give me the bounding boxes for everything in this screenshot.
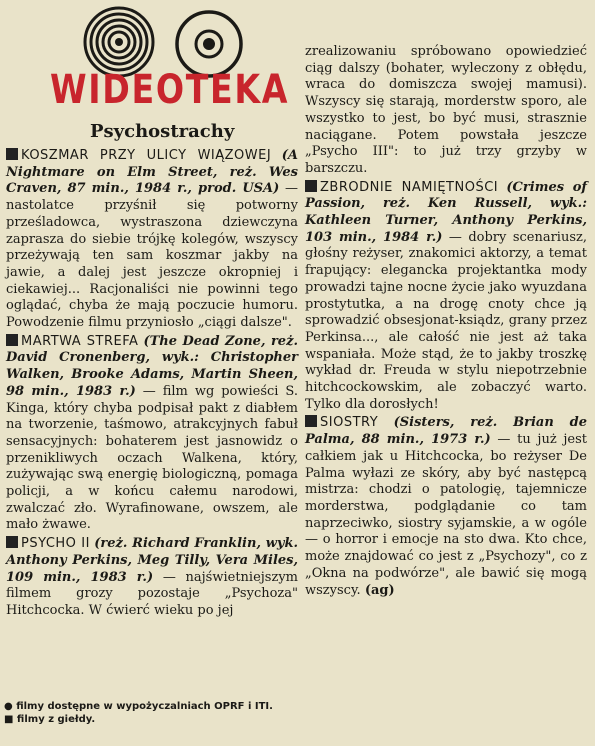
- review-psycho-ii: [6, 536, 298, 620]
- review-body: — dobry scenariusz, głośny reżyser, znakomici aktorzy, a temat frapujący: elegancka projektantka mody prowadzi tajne nocne życie jako wyuzdana prostytutka, a na drogę cnoty chce ją sprowadzić obsesjonat-ksiądz, grany przez Perkinsa..., ale całość nie jest aż taka wspaniała. Może stąd, że to jakby troszkę wykład dr. Freuda w stylu niepotrzebnie hitchcockowskim, ale zobaczyć warto. Tylko dla dorosłych!: [305, 229, 587, 412]
- footer-legend-rental: ● filmy dostępne w wypożyczalniach OPRF i ITI.: [4, 701, 273, 712]
- review-title: ZBRODNIE NAMIĘTNOŚCI: [320, 179, 499, 195]
- square-bullet-icon: [6, 536, 18, 548]
- review-body: — nastolatce przyśnił się potworny prześladowca, wystraszona dziewczyna zaprasza do siebie trójkę kolegów, wszyscy przeżywają ten sam koszmar jakby na jawie, a dalej jest jeszcze okropniej i ciekawiej... Racjonaliści nie powinni tego oglądać, chyba że mają poczucie humoru. Powodzenie filmu przyniosło „ciągi dalsze".: [6, 181, 298, 331]
- footer-legend-exchange: ■ filmy z giełdy.: [4, 714, 96, 725]
- review-credits: (Crimes of Passion, reż. Ken Russell, wyk.: Kathleen Turner, Anthony Perkins, 103 min., 1984 r.): [305, 179, 587, 245]
- review-title: MARTWA STREFA: [21, 333, 139, 349]
- review-zbrodnie: [305, 180, 587, 414]
- right-column-text: [305, 44, 587, 599]
- review-body: — tu już jest całkiem jak u Hitchcocka, bo reżyser De Palma wyłazi ze skóry, aby być następcą mistrza: chodzi o patologię, tajemnicze morderstwa, podglądanie co tam naprzeciwko, siostry syjamskie, a w ogóle — o horror i emocje na sto dwa. Kto chce, może znajdować co jest z „Psychozy", co z „Okna na podwórze", ale bawić się mogą wszyscy.: [305, 432, 587, 598]
- author-signature: (ag): [364, 582, 395, 598]
- review-credits: (A Nightmare on Elm Street, reż. Wes Craven, 87 min., 1984 r., prod. USA): [6, 148, 298, 197]
- review-title: SIOSTRY: [320, 415, 379, 431]
- square-bullet-icon: [6, 334, 18, 346]
- review-koszmar: [6, 148, 298, 332]
- review-psycho-ii-continued: zrealizowaniu spróbowano opowiedzieć ciąg dalszy (bohater, wyleczony z obłędu, wraca do domiszcza swojej mamusi). Wszyscy się starają, morderstw sporo, ale wszystko to jest, bo być musi, strasznie naciągane. Potem powstała jeszcze „Psycho III": to już trzy grzyby w barszczu.: [305, 44, 587, 176]
- review-martwa-strefa: [6, 334, 298, 534]
- masthead-wideoteka: WIDEOTEKA: [50, 67, 290, 113]
- review-title: KOSZMAR PRZY ULICY WIĄZOWEJ: [21, 148, 272, 163]
- square-bullet-icon: [305, 415, 317, 427]
- review-siostry: [305, 415, 587, 599]
- square-bullet-icon: [305, 180, 317, 192]
- review-credits: (reż. Richard Franklin, wyk. Anthony Perkins, Meg Tilly, Vera Miles, 109 min., 1983 r.): [6, 536, 298, 585]
- left-column-text: [6, 148, 298, 620]
- review-title: PSYCHO II: [21, 536, 90, 552]
- review-credits: (Sisters, reż. Brian de Palma, 88 min., 1973 r.): [305, 415, 587, 448]
- review-body: — najświetniejszym filmem grozy pozostaje „Psychoza" Hitchcocka. W ćwierć wieku po jej: [6, 569, 298, 618]
- review-body: — film wg powieści S. Kinga, który chyba podpisał pakt z diabłem na tworzenie, taśmowo, atrakcyjnych fabuł sensacyjnych: bohaterem jest jasnowidz o przenikliwych oczach Walkena, który, zużywając swą energię biologiczną, pomaga policji, a w końcu całemu narodowi, zwalczać zło. Wyrafinowane, owszem, ale mało żwawe.: [6, 383, 298, 533]
- article-subtitle: Psychostrachy: [90, 121, 235, 142]
- review-credits: (The Dead Zone, reż. David Cronenberg, wyk.: Christopher Walken, Brooke Adams, Martin Sheen, 98 min., 1983 r.): [6, 333, 298, 399]
- footer-legend: [4, 700, 384, 726]
- square-bullet-icon: [6, 148, 18, 160]
